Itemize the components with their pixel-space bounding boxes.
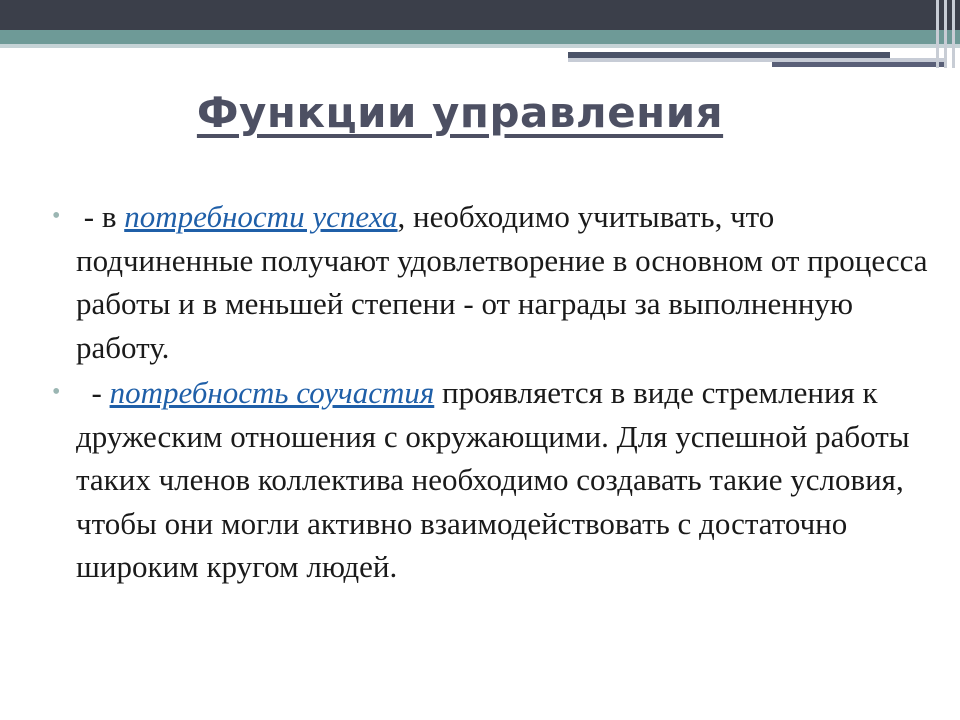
bullet-list <box>52 195 932 589</box>
top-band-teal <box>0 30 960 44</box>
decor-stripe-c <box>772 62 944 67</box>
bullet-dot-icon: • <box>52 379 61 405</box>
decor-vertical-bar <box>952 0 955 68</box>
bullet-prefix: - <box>76 375 110 410</box>
link-participation-need[interactable]: потребность соучастия <box>109 375 435 410</box>
bullet-text: , необходимо учитывать, что подчиненные получают удовлетворение в основном от процесса работы и в меньшей степени - от награды за выполненную работу. <box>76 199 928 365</box>
bullet-item <box>52 371 932 589</box>
link-success-need[interactable]: потребности успеха <box>124 199 398 234</box>
slide-title: Функции управления <box>196 88 724 137</box>
top-band-teal-light <box>0 44 960 48</box>
bullet-prefix: - в <box>76 199 125 234</box>
bullet-dot-icon: • <box>52 203 61 229</box>
bullet-text: проявляется в виде стремления к дружеским отношения с окружающими. Для успешной работы таких членов коллектива необходимо создавать такие условия, чтобы они могли активно взаимодействовать с достаточно широким кругом людей. <box>76 375 910 584</box>
top-band-dark <box>0 0 960 30</box>
bullet-item <box>52 195 932 369</box>
decor-vertical-bar <box>936 0 939 68</box>
decor-vertical-bar <box>944 0 947 68</box>
